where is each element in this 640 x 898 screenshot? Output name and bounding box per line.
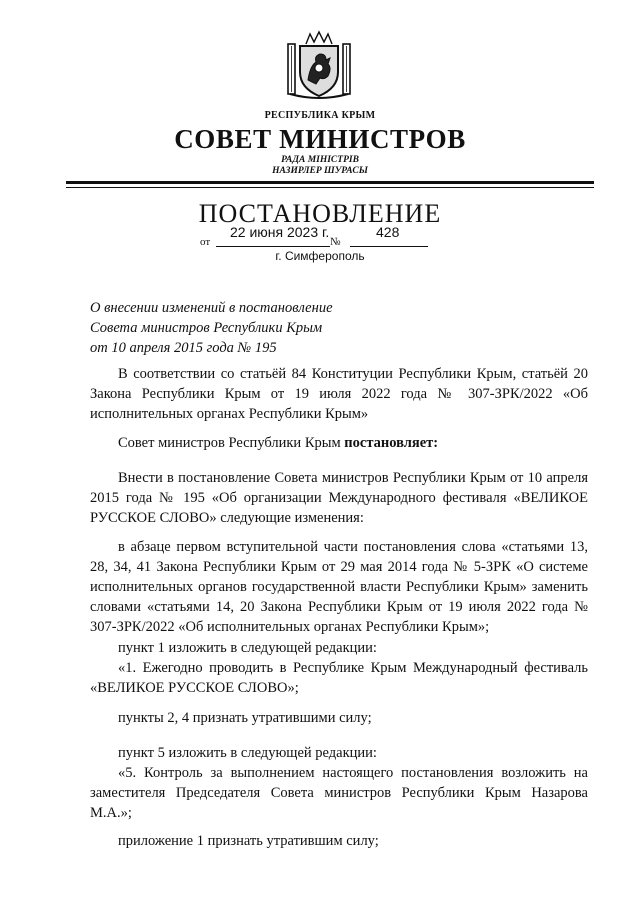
council-name-crimean-tatar: НАЗИРЛЕР ШУРАСЫ xyxy=(272,166,368,176)
decree-number: 428 xyxy=(376,224,400,240)
decree-date: 22 июня 2023 г. xyxy=(230,224,330,240)
council-name: СОВЕТ МИНИСТРОВ xyxy=(174,124,466,154)
paragraph-amend-preamble: в абзаце первом вступительной части постановления слова «статьями 13, 28, 34, 41 Закона Республики Крым от 29 мая 2014 года № 5-ЗРК «О системе исполнительных органов государственной власти Республики Крым» заменить словами «статьями 14, 20 Закона Республики Крым от 19 июля 2022 года № 307-ЗРК/2022 «Об исполнительных органах Республики Крым»; xyxy=(90,539,588,635)
header-divider-thin xyxy=(66,187,594,188)
number-underline xyxy=(350,246,428,247)
subject-line: от 10 апреля 2015 года № 195 xyxy=(90,340,277,356)
paragraph-item5-intro: пункт 5 изложить в следующей редакции: xyxy=(118,745,377,761)
decree-date-number-line xyxy=(200,224,440,248)
paragraph-item5-text: «5. Контроль за выполнением настоящего постановления возложить на заместителя Председателя Совета министров Республики Крым Назарова М.А.»; xyxy=(90,765,588,821)
paragraph-items-void: пункты 2, 4 признать утратившими силу; xyxy=(118,710,372,726)
paragraph-item1-text: «1. Ежегодно проводить в Республике Крым Международный фестиваль «ВЕЛИКОЕ РУССКОЕ СЛОВО»; xyxy=(90,660,588,696)
header-divider-thick xyxy=(66,181,594,184)
number-label: № xyxy=(330,236,341,248)
paragraph-appendix-void: приложение 1 признать утратившим силу; xyxy=(118,833,379,849)
date-underline xyxy=(216,246,330,247)
paragraph-amend-intro: Внести в постановление Совета министров Республики Крым от 10 апреля 2015 года № 195 «Об организации Международного фестиваля «ВЕЛИКОЕ РУССКОЕ СЛОВО» следующие изменения: xyxy=(90,470,588,526)
paragraph-item1-intro: пункт 1 изложить в следующей редакции: xyxy=(118,640,377,656)
paragraph-resolves xyxy=(90,433,588,453)
decree-city: г. Симферополь xyxy=(275,249,365,263)
republic-name: РЕСПУБЛИКА КРЫМ xyxy=(264,110,376,121)
from-label: от xyxy=(200,236,211,248)
decree-subject xyxy=(90,298,550,358)
subject-line: О внесении изменений в постановление xyxy=(90,300,333,316)
resolves-text: Совет министров Республики Крым xyxy=(118,435,345,451)
crimea-coat-of-arms-icon xyxy=(286,30,352,100)
resolves-keyword: постановляет: xyxy=(344,435,439,451)
council-name-ukrainian: РАДА МІНІСТРІВ xyxy=(281,155,359,165)
paragraph-basis: В соответствии со статьёй 84 Конституции Республики Крым, статьёй 20 Закона Республики Крым от 19 июля 2022 года № 307-ЗРК/2022 «Об исполнительных органах Республики Крым» xyxy=(90,366,588,422)
subject-line: Совета министров Республики Крым xyxy=(90,320,323,336)
decree-title: ПОСТАНОВЛЕНИЕ xyxy=(198,199,442,228)
